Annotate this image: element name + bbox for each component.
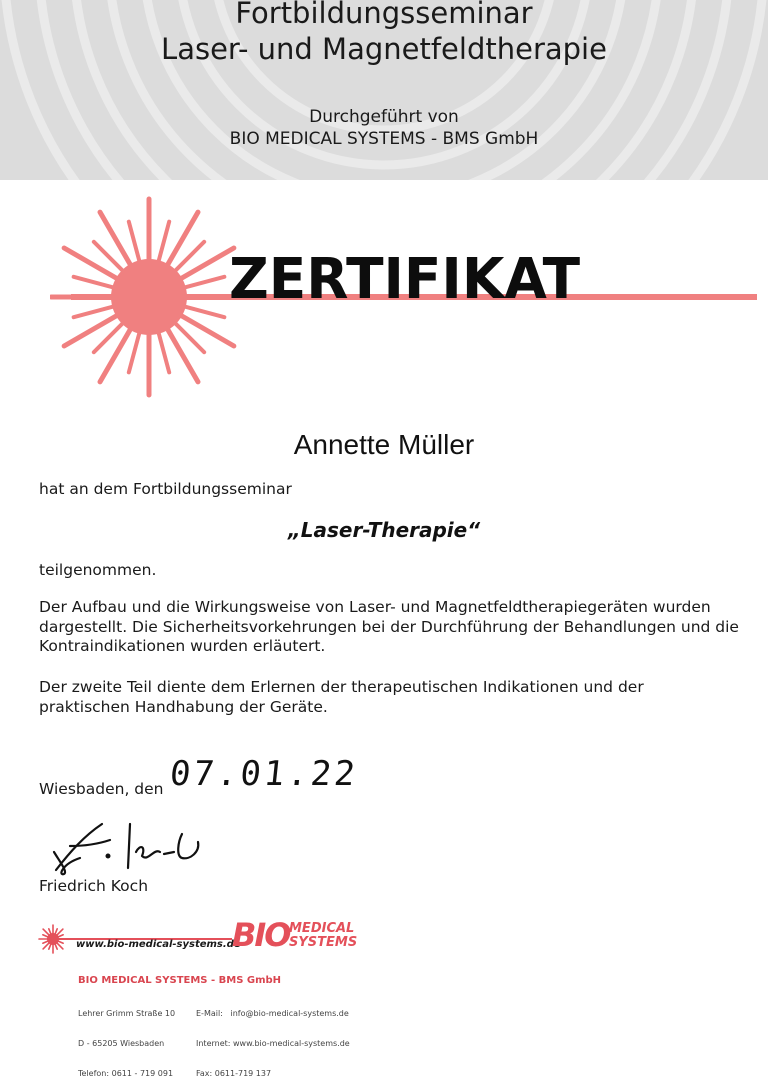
organizer-name: BIO MEDICAL SYSTEMS - BMS GmbH [229,129,539,149]
city: D - 65205 Wiesbaden [78,1039,165,1048]
email[interactable]: E-Mail: info@bio-medical-systems.de [196,1009,349,1018]
handwritten-date: 07.01.22 [167,754,360,794]
intro-text: hat an dem Fortbildungsseminar [39,480,292,498]
logo-systems-word: SYSTEMS [289,935,358,950]
logo-medical-word: MEDICAL [289,921,355,936]
logo-bio: BIO [232,916,290,954]
description-paragraph-2: Der zweite Teil diente dem Erlernen der therapeutischen Indikationen und der praktischen Handhabung der Geräte. [39,678,644,716]
phone: Telefon: 0611 - 719 091 [78,1069,174,1078]
signature [50,812,210,882]
company-contact [196,989,350,1089]
company-name: BIO MEDICAL SYSTEMS - BMS GmbH [78,975,282,986]
internet[interactable]: Internet: www.bio-medical-systems.de [196,1039,350,1048]
street: Lehrer Grimm Straße 10 [78,1009,176,1018]
website-link[interactable]: www.bio-medical-systems.de [76,939,241,950]
participated-text: teilgenommen. [39,561,157,579]
seminar-title: Fortbildungsseminar [235,0,533,30]
recipient-name: Annette Müller [293,429,475,460]
description-paragraph-1: Der Aufbau und die Wirkungsweise von Laser- und Magnetfeldtherapiegeräten wurden dargestellt. Die Sicherheitsvorkehrungen bei der Durchführung der Behandlungen und die Kontraindikationen wurden erläutert. [39,598,739,655]
header-band [0,0,768,180]
conducted-by-label: Durchgeführt von [309,107,459,127]
company-address [78,989,175,1089]
place-label: Wiesbaden, den [39,780,164,798]
seminar-name: „Laser-Therapie“ [287,518,481,542]
signer-name: Friedrich Koch [39,877,149,895]
fax: Fax: 0611-719 137 [196,1069,272,1078]
logo-medical-systems [289,922,357,950]
certificate-heading: ZERTIFIKAT [229,247,581,312]
seminar-subtitle: Laser- und Magnetfeldtherapie [161,32,607,66]
